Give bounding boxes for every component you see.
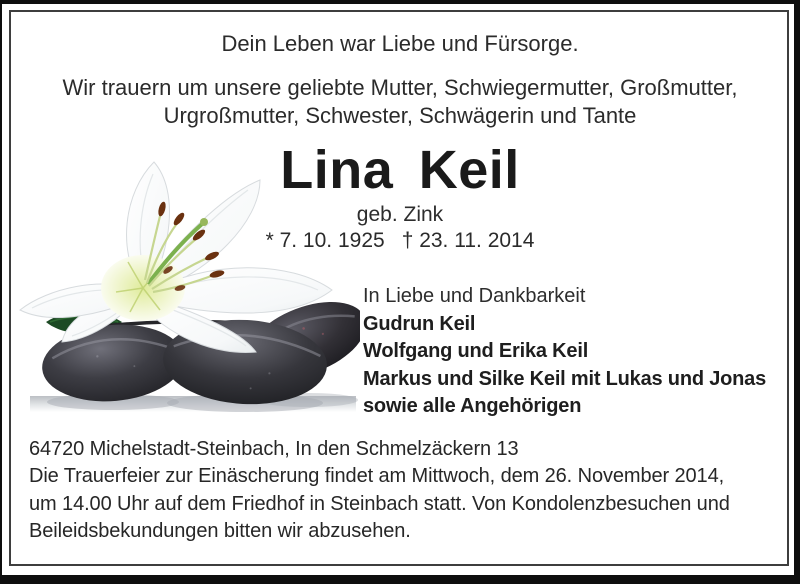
intro-line-2: Urgroßmutter, Schwester, Schwägerin und Tante (163, 103, 637, 128)
epigraph: Dein Leben war Liebe und Fürsorge. (221, 31, 579, 56)
death-date: † 23. 11. 2014 (401, 229, 535, 252)
maiden-name: geb. Zink (356, 203, 444, 226)
condolence-lead: In Liebe und Dankbarkeit (363, 285, 586, 307)
funeral-line: Die Trauerfeier zur Einäscherung findet am Mittwoch, dem 26. November 2014, (29, 465, 725, 488)
mourner-name: sowie alle Angehörigen (363, 395, 582, 418)
funeral-info-block (29, 436, 774, 546)
lily-photo (8, 150, 360, 412)
birth-date: * 7. 10. 1925 (265, 229, 385, 252)
address-line: 64720 Michelstadt-Steinbach, In den Schmelzäckern 13 (29, 438, 519, 460)
intro-line-1: Wir trauern um unsere geliebte Mutter, Schwiegermutter, Großmutter, (62, 75, 738, 100)
deceased-name: Lina Keil (280, 140, 520, 200)
mourner-name: Wolfgang und Erika Keil (363, 340, 589, 363)
mourner-name: Markus und Silke Keil mit Lukas und Jonas (363, 367, 767, 390)
condolence-block (363, 283, 766, 421)
funeral-line: um 14.00 Uhr auf dem Friedhof in Steinbach statt. Von Kondolenzbesuchen und (29, 492, 730, 515)
intro-text (0, 74, 800, 130)
mourner-name: Gudrun Keil (363, 312, 476, 335)
funeral-line: Beileidsbekundungen bitten wir abzusehen. (29, 520, 411, 543)
